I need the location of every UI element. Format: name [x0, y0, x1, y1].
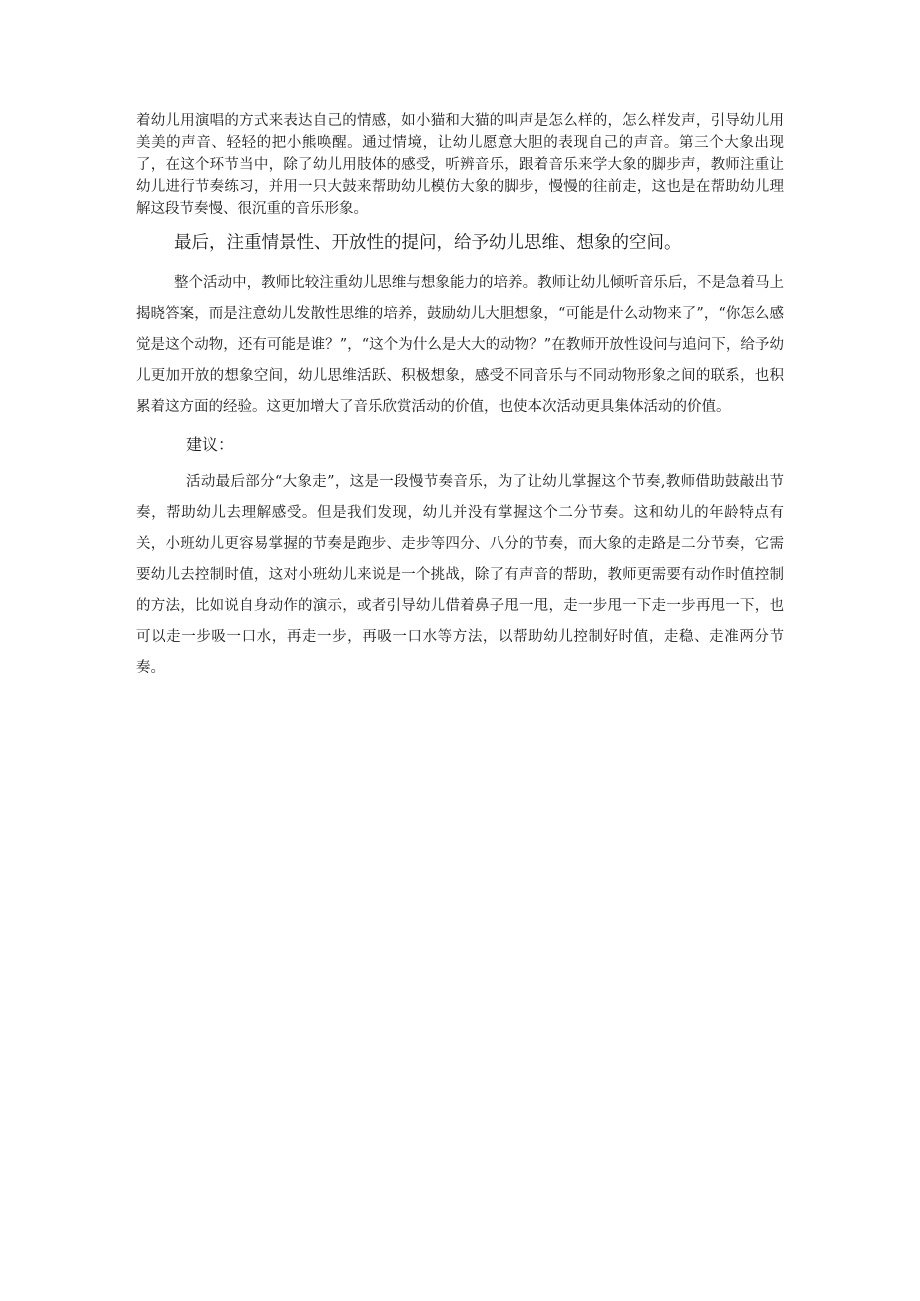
paragraph-suggestion: 活动最后部分“大象走”，这是一段慢节奏音乐，为了让幼儿掌握这个节奏,教师借助鼓敲出节奏，帮助幼儿去理解感受。但是我们发现，幼儿并没有掌握这个二分节奏。这和幼儿的年龄特点有关，小班幼儿更容易掌握的节奏是跑步、走步等四分、八分的节奏，而大象的走路是二分节奏，它需要幼儿去控制时值，这对小班幼儿来说是一个挑战，除了有声音的帮助，教师更需要有动作时值控制的方法，比如说自身动作的演示，或者引导幼儿借着鼻子甩一甩，走一步甩一下走一步再甩一下，也可以走一步吸一口水，再走一步，再吸一口水等方法，以帮助幼儿控制好时值，走稳、走准两分节奏。	[136, 474, 784, 676]
section-heading-final: 最后，注重情景性、开放性的提问，给予幼儿思维、想象的空间。	[174, 233, 682, 253]
document-page	[136, 110, 784, 684]
paragraph-final: 整个活动中，教师比较注重幼儿思维与想象能力的培养。教师让幼儿倾听音乐后，不是急着马上揭晓答案，而是注意幼儿发散性思维的培养，鼓励幼儿大胆想象，“可能是什么动物来了”，“你怎么感觉是这个动物，还有可能是谁？”，“这个为什么是大大的动物？”在教师开放性设问与追问下，给予幼儿更加开放的想象空间，幼儿思维活跃、积极想象，感受不同音乐与不同动物形象之间的联系，也积累着这方面的经验。这更加增大了音乐欣赏活动的价值，也使本次活动更具集体活动的价值。	[136, 275, 784, 415]
continuation-paragraph: 着幼儿用演唱的方式来表达自己的情感，如小猫和大猫的叫声是怎么样的，怎么样发声，引导幼儿用美美的声音、轻轻的把小熊唤醒。通过情境，让幼儿愿意大胆的表现自己的声音。第三个大象出现了，在这个环节当中，除了幼儿用肢体的感受，听辨音乐，跟着音乐来学大象的脚步声，教师注重让幼儿进行节奏练习，并用一只大鼓来帮助幼儿模仿大象的脚步，慢慢的往前走，这也是在帮助幼儿理解这段节奏慢、很沉重的音乐形象。	[136, 113, 784, 217]
section-heading-suggestion: 建议：	[186, 435, 235, 454]
